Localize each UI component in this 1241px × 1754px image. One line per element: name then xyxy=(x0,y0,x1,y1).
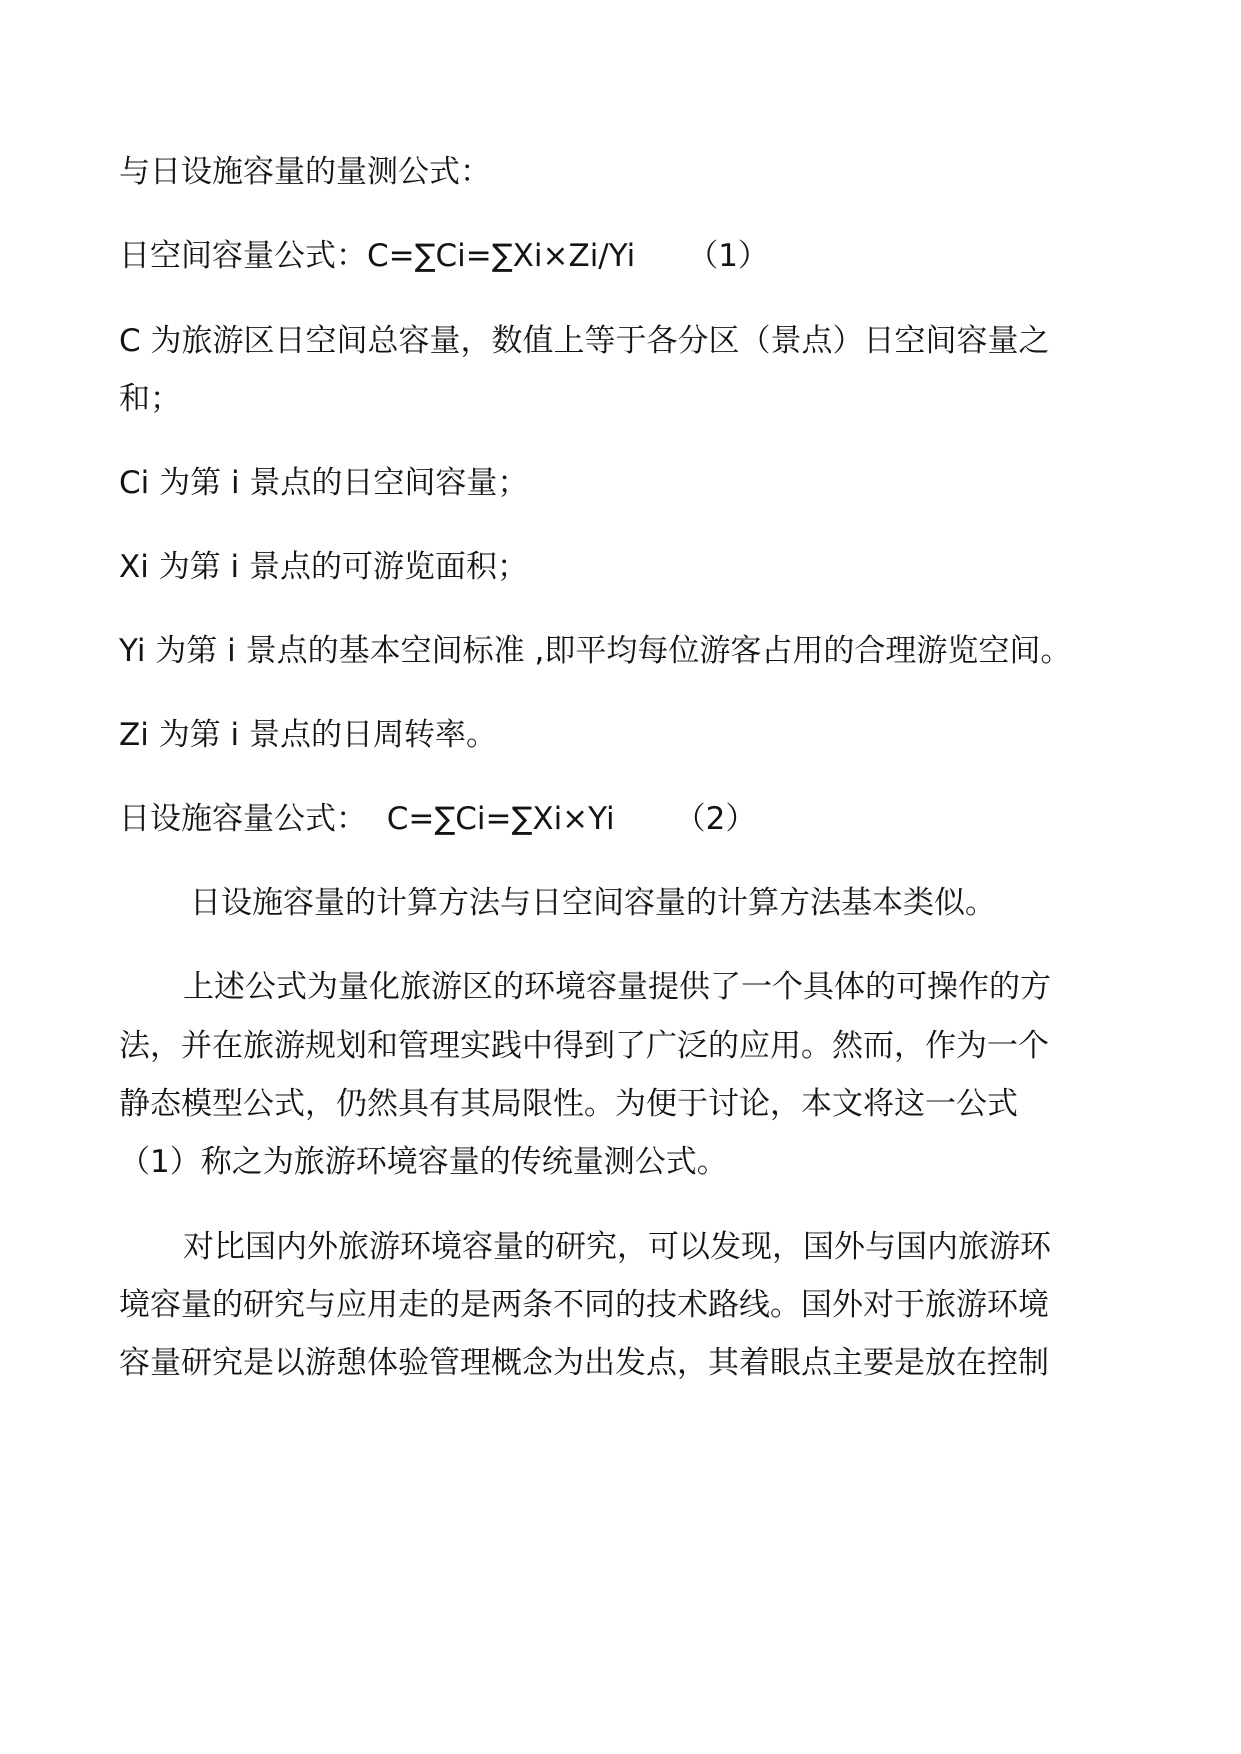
paragraph-text: （1）称之为旅游环境容量的传统量测公式。 xyxy=(119,1144,728,1180)
paragraph-text: 容量研究是以游憩体验管理概念为出发点，其着眼点主要是放在控制 xyxy=(119,1345,1049,1381)
text-line: 和； xyxy=(119,381,181,417)
paragraph-text: 上述公式为量化旅游区的环境容量提供了一个具体的可操作的方 xyxy=(183,969,1051,1005)
text-line: Xi 为第 i 景点的可游览面积； xyxy=(119,549,529,585)
paragraph-text: 日设施容量的计算方法与日空间容量的计算方法基本类似。 xyxy=(190,885,996,921)
text-line: Ci 为第 i 景点的日空间容量； xyxy=(119,465,529,501)
formula-number-2: （2） xyxy=(674,801,757,837)
formula-1: 日空间容量公式：C=∑Ci=∑Xi×Zi/Yi xyxy=(119,238,636,274)
text-line: Zi 为第 i 景点的日周转率。 xyxy=(119,717,498,753)
paragraph-text: 法，并在旅游规划和管理实践中得到了广泛的应用。然而，作为一个 xyxy=(119,1028,1049,1064)
text-line: C 为旅游区日空间总容量，数值上等于各分区（景点）日空间容量之 xyxy=(119,323,1050,359)
formula-number-1: （1） xyxy=(687,238,769,274)
paragraph-text: 境容量的研究与应用走的是两条不同的技术路线。国外对于旅游环境 xyxy=(119,1287,1049,1323)
formula-line-1 xyxy=(119,236,1129,276)
text-line: 与日设施容量的量测公式： xyxy=(119,154,491,190)
formula-line-2 xyxy=(119,799,1129,839)
formula-2: 日设施容量公式： C=∑Ci=∑Xi×Yi xyxy=(119,801,615,837)
paragraph-text: 对比国内外旅游环境容量的研究，可以发现，国外与国内旅游环 xyxy=(183,1229,1051,1265)
paragraph-text: 静态模型公式，仍然具有其局限性。为便于讨论，本文将这一公式 xyxy=(119,1086,1018,1122)
text-line: Yi 为第 i 景点的基本空间标准 ,即平均每位游客占用的合理游览空间。 xyxy=(119,633,1072,669)
